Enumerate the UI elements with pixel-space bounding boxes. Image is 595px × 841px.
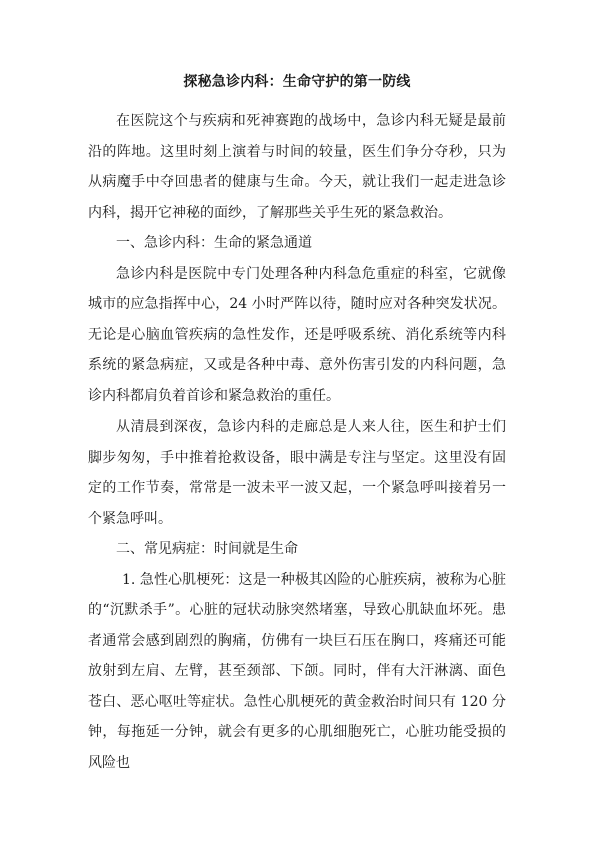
section-1-paragraph-1: 急诊内科是医院中专门处理各种内科急危重症的科室，它就像城市的应急指挥中心，24 小时严阵以待，随时应对各种突发状况。无论是心脑血管疾病的急性发作，还是呼吸系统、消化系统等内科系统的紧急病症，又或是各种中毒、意外伤害引发的内科问题，急诊内科都肩负着首诊和紧急救治的重任。: [88, 265, 506, 404]
document-body: [88, 73, 506, 778]
intro-paragraph: 在医院这个与疾病和死神赛跑的战场中，急诊内科无疑是最前沿的阵地。这里时刻上演着与时间的较量，医生们争分夺秒，只为从病魔手中夺回患者的健康与生命。今天，就让我们一起走进急诊内科，揭开它神秘的面纱，了解那些关乎生死的紧急救治。: [88, 113, 506, 221]
document-title: 探秘急诊内科：生命守护的第一防线: [183, 74, 411, 90]
section-1-paragraph-2: 从清晨到深夜，急诊内科的走廊总是人来人往，医生和护士们脚步匆匆，手中推着抢救设备，眼中满是专注与坚定。这里没有固定的工作节奏，常常是一波未平一波又起，一个紧急呼叫接着另一个紧急呼叫。: [88, 419, 506, 527]
section-2-list-item-1: 1. 急性心肌梗死：这是一种极其凶险的心脏疾病，被称为心脏的“沉默杀手”。心脏的冠状动脉突然堵塞，导致心肌缺血坏死。患者通常会感到剧烈的胸痛，仿佛有一块巨石压在胸口，疼痛还可能放射到左肩、左臂，甚至颈部、下颌。同时，伴有大汗淋漓、面色苍白、恶心呕吐等症状。急性心肌梗死的黄金救治时间只有 120 分钟，每拖延一分钟，就会有更多的心肌细胞死亡，心脏功能受损的风险也: [88, 571, 506, 771]
section-1-heading: 一、急诊内科：生命的紧急通道: [116, 235, 312, 251]
section-2-heading: 二、常见病症：时间就是生命: [116, 541, 298, 557]
